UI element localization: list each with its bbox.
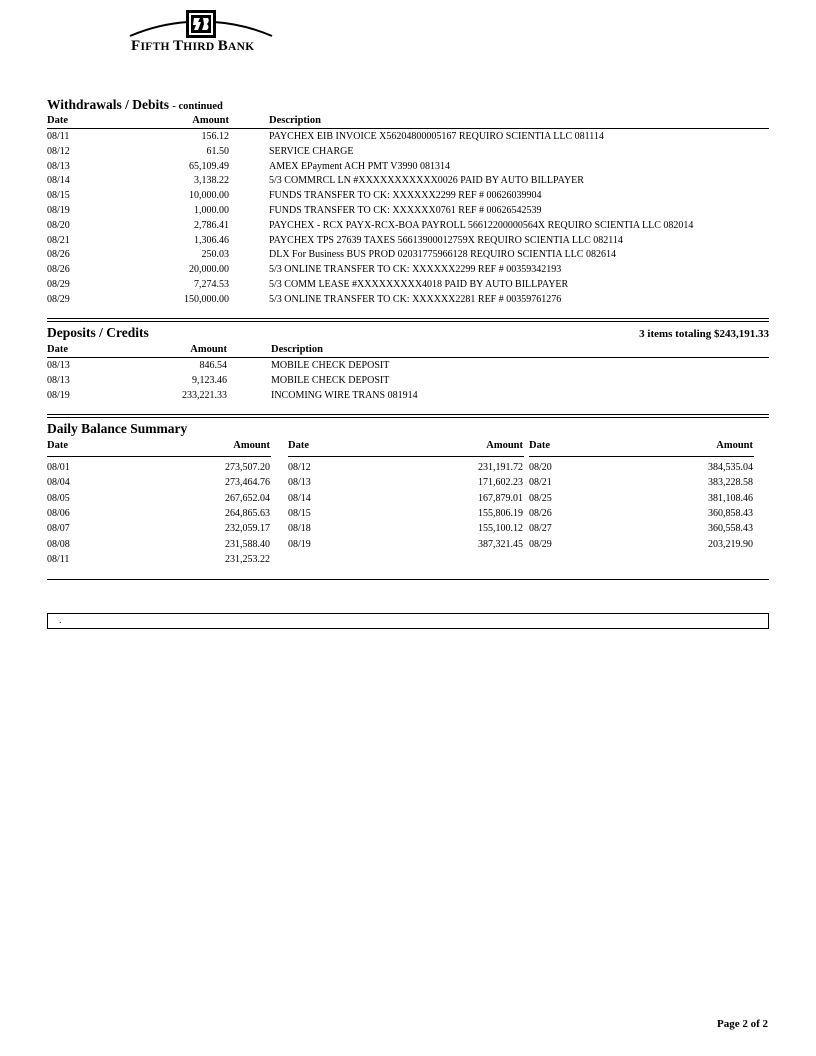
withdrawal-row <box>47 233 769 248</box>
deposits-header-amount: Amount <box>190 344 227 355</box>
balance-header-rule <box>288 456 524 457</box>
balance-header-amount: Amount <box>233 440 270 451</box>
withdrawal-description: FUNDS TRANSFER TO CK: XXXXXX0761 REF # 00626542539 <box>269 205 542 216</box>
balance-row <box>47 521 270 536</box>
withdrawal-amount: 150,000.00 <box>184 293 229 305</box>
balance-date: 08/18 <box>288 523 311 535</box>
withdrawal-date: 08/21 <box>47 234 70 246</box>
balance-date: 08/14 <box>288 492 311 504</box>
withdrawal-row <box>47 129 769 144</box>
withdrawal-date: 08/29 <box>47 279 70 290</box>
balance-amount: 383,228.58 <box>708 477 753 489</box>
withdrawal-row <box>47 173 769 188</box>
balance-amount: 155,806.19 <box>478 507 523 519</box>
balance-row <box>288 491 523 506</box>
balance-date: 08/19 <box>288 538 311 550</box>
deposit-description: MOBILE CHECK DEPOSIT <box>271 360 390 371</box>
balance-row <box>47 506 270 521</box>
withdrawal-row <box>47 159 769 174</box>
deposits-title: Deposits / Credits <box>47 325 149 340</box>
balance-header-date: Date <box>47 440 68 451</box>
balance-header-date: Date <box>529 440 550 451</box>
balance-row <box>47 460 270 475</box>
withdrawal-amount: 7,274.53 <box>194 279 229 290</box>
message-box <box>47 613 769 629</box>
withdrawal-amount: 3,138.22 <box>194 175 229 187</box>
balance-date: 08/20 <box>529 462 552 473</box>
balance-date: 08/25 <box>529 492 552 504</box>
deposit-amount: 846.54 <box>199 360 227 371</box>
balance-date: 08/27 <box>529 523 552 535</box>
withdrawal-description: SERVICE CHARGE <box>269 145 354 157</box>
balance-date: 08/06 <box>47 507 70 519</box>
section-divider <box>47 414 769 418</box>
balance-amount: 231,588.40 <box>225 538 270 550</box>
balance-amount: 267,652.04 <box>225 492 270 504</box>
balance-date: 08/01 <box>47 462 70 473</box>
withdrawal-amount: 2,786.41 <box>194 219 229 231</box>
withdrawals-header-date: Date <box>47 115 68 126</box>
balance-date: 08/13 <box>288 477 311 489</box>
balance-row <box>529 506 753 521</box>
deposit-date: 08/19 <box>47 390 70 401</box>
withdrawal-description: PAYCHEX - RCX PAYX-RCX-BOA PAYROLL 56612200000564X REQUIRO SCIENTIA LLC 082014 <box>269 219 694 231</box>
balance-date: 08/11 <box>47 553 70 565</box>
balance-header-rule <box>529 456 754 457</box>
balance-row <box>47 537 270 552</box>
withdrawal-row <box>47 262 769 277</box>
balance-row <box>529 521 753 536</box>
balance-date: 08/07 <box>47 523 70 535</box>
balance-row <box>529 475 753 490</box>
bank-name: FIFTH THIRD BANK <box>131 38 255 54</box>
section-divider <box>47 318 769 322</box>
deposit-date: 08/13 <box>47 360 70 371</box>
deposit-date: 08/13 <box>47 375 70 386</box>
withdrawal-amount: 20,000.00 <box>189 264 229 276</box>
withdrawal-description: AMEX EPayment ACH PMT V3990 081314 <box>269 160 451 172</box>
deposit-description: MOBILE CHECK DEPOSIT <box>271 375 390 386</box>
withdrawals-header-amount: Amount <box>192 115 229 126</box>
balance-row <box>288 537 523 552</box>
balance-date: 08/08 <box>47 538 70 550</box>
withdrawal-amount: 65,109.49 <box>189 160 229 172</box>
withdrawal-row <box>47 277 769 292</box>
withdrawal-description: 5/3 COMMRCL LN #XXXXXXXXXXX0026 PAID BY AUTO BILLPAYER <box>269 175 584 187</box>
balance-amount: 171,602.23 <box>478 477 523 489</box>
withdrawal-date: 08/15 <box>47 190 70 202</box>
balance-date: 08/21 <box>529 477 552 489</box>
withdrawal-date: 08/29 <box>47 293 70 305</box>
balance-amount: 387,321.45 <box>478 538 523 550</box>
deposits-header-description: Description <box>271 344 323 355</box>
withdrawals-title: Withdrawals / Debits - continued <box>47 97 223 112</box>
withdrawal-description: FUNDS TRANSFER TO CK: XXXXXX2299 REF # 00626039904 <box>269 190 542 202</box>
deposit-amount: 233,221.33 <box>182 390 227 401</box>
daily-balance-bottom-rule <box>47 579 769 580</box>
balance-amount: 360,858.43 <box>708 507 753 519</box>
balance-row <box>288 506 523 521</box>
message-text: . <box>59 615 62 626</box>
withdrawal-date: 08/19 <box>47 205 70 216</box>
balance-amount: 273,507.20 <box>225 462 270 473</box>
withdrawal-row <box>47 144 769 159</box>
withdrawal-amount: 61.50 <box>206 145 229 157</box>
balance-amount: 360,558.43 <box>708 523 753 535</box>
balance-amount: 231,253.22 <box>225 553 270 565</box>
deposits-header-date: Date <box>47 344 68 355</box>
withdrawal-date: 08/13 <box>47 160 70 172</box>
balance-date: 08/04 <box>47 477 70 489</box>
withdrawal-amount: 156.12 <box>201 131 229 142</box>
balance-amount: 155,100.12 <box>478 523 523 535</box>
withdrawal-date: 08/11 <box>47 131 70 142</box>
daily-balance-title: Daily Balance Summary <box>47 421 188 436</box>
deposit-amount: 9,123.46 <box>192 375 227 386</box>
page-number: Page 2 of 2 <box>716 1018 768 1030</box>
withdrawal-description: PAYCHEX TPS 27639 TAXES 56613900012759X REQUIRO SCIENTIA LLC 082114 <box>269 234 623 246</box>
deposit-row <box>47 388 769 403</box>
balance-amount: 381,108.46 <box>708 492 753 504</box>
withdrawal-description: 5/3 ONLINE TRANSFER TO CK: XXXXXX2281 REF # 00359761276 <box>269 293 562 305</box>
withdrawal-date: 08/12 <box>47 145 70 157</box>
withdrawal-date: 08/20 <box>47 219 70 231</box>
balance-row <box>47 475 270 490</box>
withdrawal-date: 08/26 <box>47 249 70 261</box>
balance-row <box>529 460 753 475</box>
withdrawal-amount: 1,306.46 <box>194 234 229 246</box>
balance-row <box>529 491 753 506</box>
balance-amount: 273,464.76 <box>225 477 270 489</box>
balance-date: 08/26 <box>529 507 552 519</box>
balance-row <box>529 537 753 552</box>
balance-header-date: Date <box>288 440 309 451</box>
balance-amount: 203,219.90 <box>708 538 753 550</box>
balance-date: 08/12 <box>288 462 311 473</box>
balance-amount: 167,879.01 <box>478 492 523 504</box>
balance-header-amount: Amount <box>716 440 753 451</box>
bank-logo-emblem <box>128 10 274 40</box>
withdrawal-amount: 1,000.00 <box>194 205 229 216</box>
balance-header-rule <box>47 456 271 457</box>
withdrawal-description: 5/3 COMM LEASE #XXXXXXXXX4018 PAID BY AUTO BILLPAYER <box>269 279 569 290</box>
balance-row <box>47 552 270 567</box>
withdrawals-header-description: Description <box>269 115 321 126</box>
balance-date: 08/15 <box>288 507 311 519</box>
withdrawal-row <box>47 188 769 203</box>
balance-row <box>47 491 270 506</box>
withdrawal-row <box>47 218 769 233</box>
deposit-row <box>47 358 769 373</box>
balance-amount: 232,059.17 <box>225 523 270 535</box>
withdrawal-row <box>47 292 769 307</box>
withdrawal-date: 08/26 <box>47 264 70 276</box>
balance-amount: 384,535.04 <box>708 462 753 473</box>
balance-amount: 264,865.63 <box>225 507 270 519</box>
deposits-summary: 3 items totaling $243,191.33 <box>639 328 769 340</box>
withdrawal-amount: 10,000.00 <box>189 190 229 202</box>
withdrawal-row <box>47 247 769 262</box>
bank-logo <box>128 10 274 56</box>
balance-row <box>288 521 523 536</box>
balance-row <box>288 475 523 490</box>
balance-row <box>288 460 523 475</box>
withdrawal-date: 08/14 <box>47 175 70 187</box>
balance-amount: 231,191.72 <box>478 462 523 473</box>
withdrawal-amount: 250.03 <box>201 249 229 261</box>
withdrawal-row <box>47 203 769 218</box>
withdrawal-description: 5/3 ONLINE TRANSFER TO CK: XXXXXX2299 REF # 00359342193 <box>269 264 562 276</box>
withdrawal-description: DLX For Business BUS PROD 02031775966128 REQUIRO SCIENTIA LLC 082614 <box>269 249 616 261</box>
withdrawal-description: PAYCHEX EIB INVOICE X56204800005167 REQUIRO SCIENTIA LLC 081114 <box>269 131 604 142</box>
balance-date: 08/05 <box>47 492 70 504</box>
balance-date: 08/29 <box>529 538 552 550</box>
deposit-description: INCOMING WIRE TRANS 081914 <box>271 390 418 401</box>
deposit-row <box>47 373 769 388</box>
balance-header-amount: Amount <box>486 440 523 451</box>
